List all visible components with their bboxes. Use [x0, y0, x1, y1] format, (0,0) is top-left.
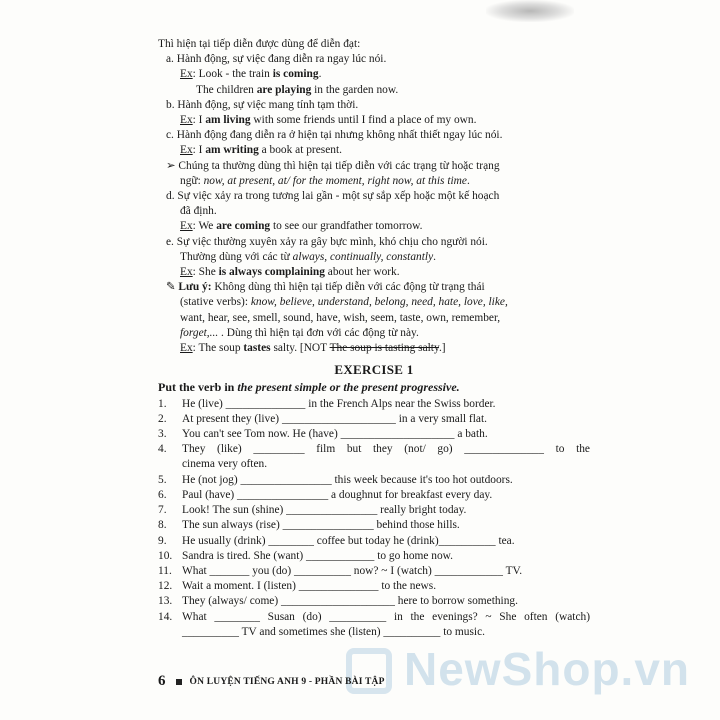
note-adverbs-line-1: ➢ Chúng ta thường dùng thì hiện tại tiếp diễn với các trạng từ hoặc trạng: [166, 159, 500, 172]
exercise-item: [158, 594, 590, 609]
rule-c-label: c. Hành động đang diễn ra ở hiện tại nhưng không nhất thiết ngay lúc nói.: [166, 129, 503, 142]
item-number: 2.: [158, 412, 167, 425]
note-stative-line-1: ✎ Lưu ý: Không dùng thì hiện tại tiếp diễn với các động từ trạng thái: [166, 281, 485, 294]
exercise-item: [158, 534, 590, 549]
note-stative-example: Ex: The soup tastes salty. [NOT The soup is tasting salty.]: [180, 342, 446, 355]
item-number: 14.: [158, 610, 173, 623]
square-bullet-icon: [176, 679, 182, 685]
watermark-text: NewShop.vn: [404, 643, 691, 695]
grammar-notes: [158, 37, 590, 640]
intro-line: Thì hiện tại tiếp diễn được dùng để diễn đạt:: [158, 38, 361, 50]
rule-e-label-2: Thường dùng với các từ always, continually, constantly.: [180, 250, 436, 263]
item-number: 11.: [158, 564, 172, 577]
exercise-item: [158, 412, 590, 427]
rule-b-label: b. Hành động, sự việc mang tính tạm thời.: [166, 98, 359, 111]
item-number: 7.: [158, 504, 167, 517]
exercise-item: [158, 442, 590, 457]
item-text: He usually (drink) ________ coffee but today he (drink)__________ tea.: [182, 534, 515, 547]
exercise-list: [158, 397, 590, 640]
rule-a-example-1: Ex: Look - the train is coming.: [180, 68, 322, 81]
item-text: What ________ Susan (do) __________ in the evenings? ~ She often (watch): [182, 610, 590, 623]
rule-e-example: Ex: She is always complaining about her work.: [180, 266, 400, 279]
exercise-item-continuation: __________ TV and sometimes she (listen) __________ to music.: [182, 625, 485, 638]
item-text: He (live) ______________ in the French Alps near the Swiss border.: [182, 397, 496, 410]
exercise-title: EXERCISE 1: [334, 362, 414, 378]
item-number: 6.: [158, 488, 167, 501]
exercise-item: [158, 488, 590, 503]
rule-c-example: Ex: I am writing a book at present.: [180, 144, 342, 157]
exercise-item: [158, 503, 590, 518]
exercise-item: [158, 549, 590, 564]
item-number: 3.: [158, 428, 167, 441]
exercise-item: [158, 397, 590, 412]
item-number: 8.: [158, 519, 167, 532]
rule-d-label-1: d. Sự việc xảy ra trong tương lai gần - một sự sắp xếp hoặc một kế hoạch: [166, 190, 500, 203]
exercise-item: [158, 564, 590, 579]
rule-a-label: a. Hành động, sự việc đang diễn ra ngay lúc nói.: [166, 53, 387, 66]
page-footer: [158, 673, 588, 690]
exercise-item: [158, 610, 590, 625]
rule-e-label-1: e. Sự việc thường xuyên xảy ra gây bực mình, khó chịu cho người nói.: [166, 235, 488, 248]
rule-d-label-2: đã định.: [180, 205, 217, 218]
pencil-note-icon: ✎: [166, 281, 176, 294]
item-number: 4.: [158, 443, 167, 456]
item-text: They (always/ come) ____________________ here to borrow something.: [182, 595, 518, 608]
arrow-icon: ➢: [166, 159, 176, 172]
rule-d-example: Ex: We are coming to see our grandfather tomorrow.: [180, 220, 423, 233]
exercise-item: [158, 518, 590, 533]
item-text: Sandra is tired. She (want) ____________ to go home now.: [182, 549, 454, 562]
rule-a-example-2: The children are playing in the garden now.: [196, 83, 399, 96]
exercise-item: [158, 579, 590, 594]
item-number: 1.: [158, 397, 167, 410]
rule-b-example: Ex: I am living with some friends until I find a place of my own.: [180, 114, 477, 127]
item-text: They (like) _________ film but they (not/ go) ______________ to the: [182, 443, 590, 456]
exercise-instruction: Put the verb in the present simple or the present progressive.: [158, 380, 460, 395]
exercise-item: [158, 473, 590, 488]
note-adverbs-line-2: ngữ: now, at present, at/ for the moment, right now, at this time.: [180, 174, 470, 187]
item-text: At present they (live) ____________________ in a very small flat.: [182, 412, 487, 425]
item-text: Look! The sun (shine) ________________ really bright today.: [182, 504, 467, 517]
item-text: The sun always (rise) ________________ behind those hills.: [182, 519, 460, 532]
item-number: 5.: [158, 473, 167, 486]
note-stative-line-4: forget,... . Dùng thì hiện tại đơn với các động từ này.: [180, 326, 419, 339]
ink-smudge: [486, 0, 574, 22]
book-title: ÔN LUYỆN TIẾNG ANH 9 - PHẦN BÀI TẬP: [189, 676, 385, 687]
note-stative-line-2: (stative verbs): know, believe, understand, belong, need, hate, love, like,: [180, 296, 508, 309]
note-stative-line-3: want, hear, see, smell, sound, have, wish, seem, taste, own, remember,: [180, 311, 501, 324]
item-number: 12.: [158, 580, 173, 593]
item-text: He (not jog) ________________ this week because it's too hot outdoors.: [182, 473, 513, 486]
item-text: Paul (have) ________________ a doughnut for breakfast every day.: [182, 488, 493, 501]
page-number: 6: [158, 673, 166, 689]
item-text: Wait a moment. I (listen) ______________ to the news.: [182, 580, 437, 593]
item-number: 9.: [158, 534, 167, 547]
exercise-item: [158, 427, 590, 442]
item-text: What _______ you (do) __________ now? ~ I (watch) ____________ TV.: [182, 564, 523, 577]
item-number: 13.: [158, 595, 173, 608]
item-text: You can't see Tom now. He (have) ____________________ a bath.: [182, 428, 488, 441]
item-number: 10.: [158, 549, 173, 562]
exercise-item-continuation: cinema very often.: [182, 458, 268, 471]
